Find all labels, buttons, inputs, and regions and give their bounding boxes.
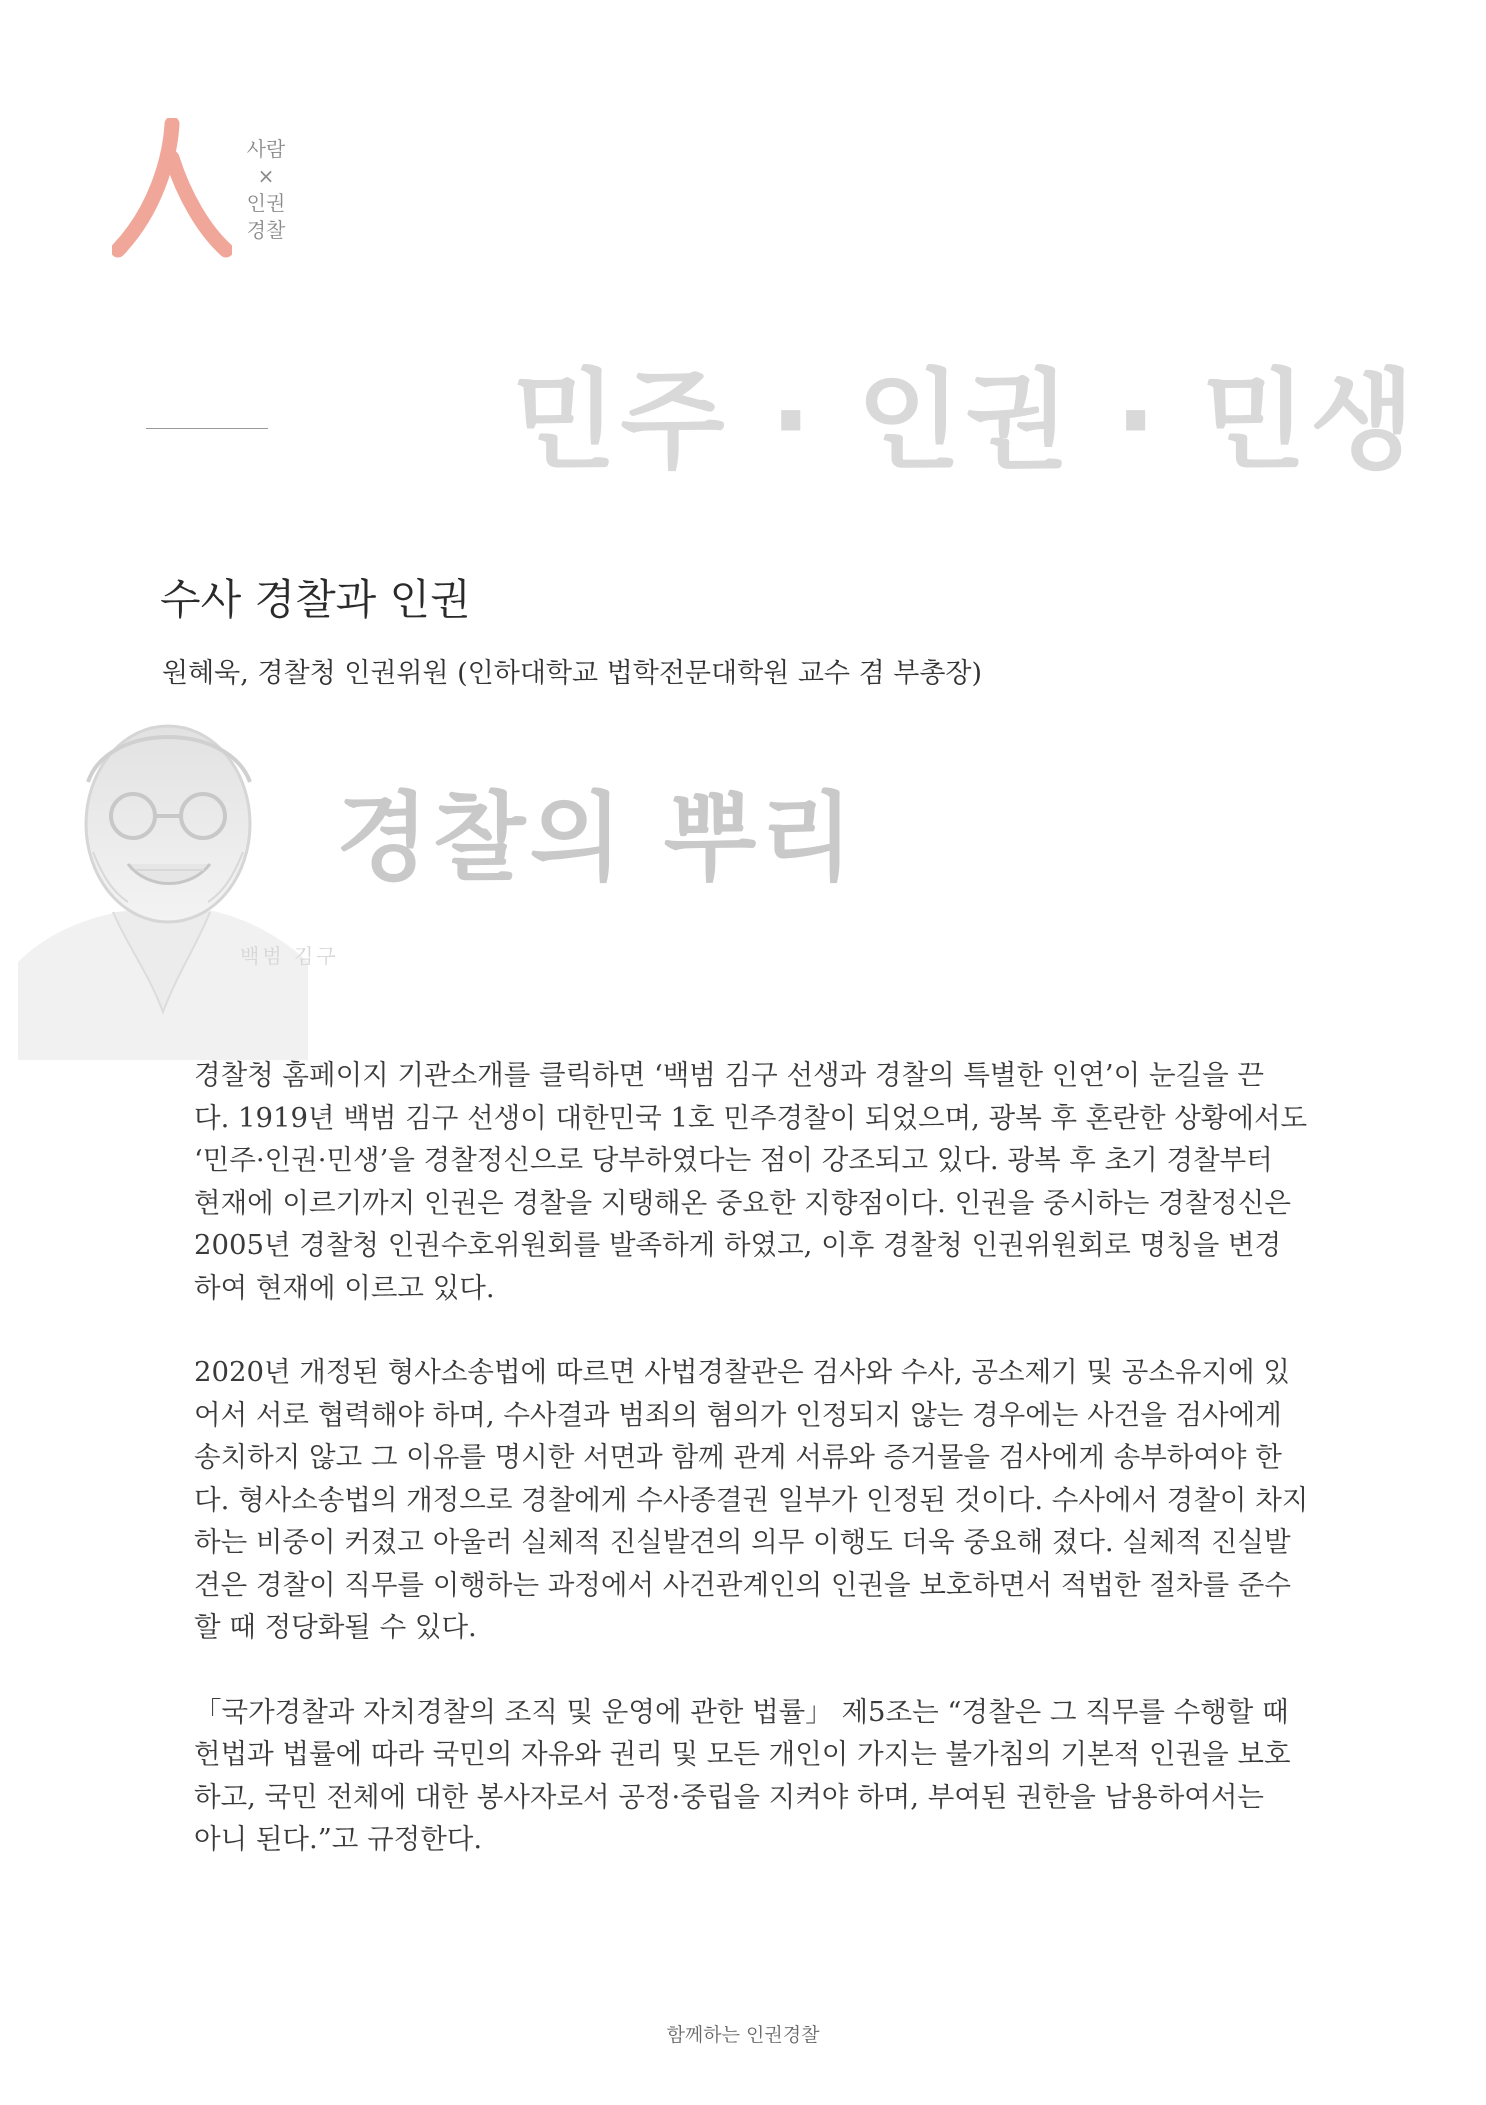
article-byline: 원혜욱, 경찰청 인권위원 (인하대학교 법학전문대학원 교수 겸 부총장) (162, 658, 983, 689)
text-line: 헌법과 법률에 따라 국민의 자유와 권리 및 모든 개인이 가지는 불가침의 기본적 인권을 보호 (194, 1738, 1291, 1770)
logo-line: 경찰 (246, 218, 286, 242)
logo-line: 인권 (246, 191, 286, 215)
paragraph (194, 1351, 1316, 1649)
text-line: 아니 된다.”고 규정한다. (194, 1823, 483, 1855)
text-line: 할 때 정당화될 수 있다. (194, 1611, 477, 1643)
feature-heading: 경찰의 뿌리 (336, 782, 858, 894)
article-body (194, 1054, 1316, 1903)
text-line: 「국가경찰과 자치경찰의 조직 및 운영에 관한 법률」 제5조는 “경찰은 그 직무를 수행할 때 (194, 1695, 1289, 1728)
text-line: 2005년 경찰청 인권수호위원회를 발족하게 하였고, 이후 경찰청 인권위원회로 명칭을 변경 (194, 1229, 1282, 1261)
logo-text (236, 136, 296, 244)
text-line: 경찰청 홈페이지 기관소개를 클릭하면 ‘백범 김구 선생과 경찰의 특별한 인연’이 눈길을 끈 (194, 1059, 1264, 1091)
logo-person-mark (112, 118, 232, 258)
text-line: 2020년 개정된 형사소송법에 따르면 사법경찰관은 검사와 수사, 공소제기 및 공소유지에 있 (194, 1356, 1290, 1388)
portrait-illustration-icon (18, 712, 308, 1060)
text-line: 다. 1919년 백범 김구 선생이 대한민국 1호 민주경찰이 되었으며, 광복 후 혼란한 상황에서도 (194, 1101, 1308, 1134)
logo-line: 사람 (246, 137, 286, 161)
text-line: 하여 현재에 이르고 있다. (194, 1271, 495, 1304)
text-line: 하고, 국민 전체에 대한 봉사자로서 공정·중립을 지켜야 하며, 부여된 권한을 남용하여서는 (194, 1780, 1264, 1813)
text-line: 어서 서로 협력해야 하며, 수사결과 범죄의 혐의가 인정되지 않는 경우에는 사건을 검사에게 (194, 1398, 1282, 1431)
article-title: 수사 경찰과 인권 (160, 575, 471, 624)
divider-rule (146, 428, 268, 429)
slogan-heading: 민주 · 인권 · 민생 (512, 359, 1419, 484)
text-line: 하는 비중이 커졌고 아울러 실체적 진실발견의 의무 이행도 더욱 중요해 졌다. 실체적 진실발 (194, 1526, 1291, 1558)
text-line: ‘민주·인권·민생’을 경찰정신으로 당부하였다는 점이 강조되고 있다. 광복 후 초기 경찰부터 (194, 1144, 1273, 1176)
logo-line: × (257, 164, 275, 188)
page-footer: 함께하는 인권경찰 (666, 2024, 820, 2046)
text-line: 현재에 이르기까지 인권은 경찰을 지탱해온 중요한 지향점이다. 인권을 중시하는 경찰정신은 (194, 1186, 1291, 1219)
text-line: 다. 형사소송법의 개정으로 경찰에게 수사종결권 일부가 인정된 것이다. 수사에서 경찰이 차지 (194, 1483, 1309, 1516)
text-line: 견은 경찰이 직무를 이행하는 과정에서 사건관계인의 인권을 보호하면서 적법한 절차를 준수 (194, 1568, 1291, 1601)
paragraph (194, 1054, 1316, 1309)
text-line: 송치하지 않고 그 이유를 명시한 서면과 함께 관계 서류와 증거물을 검사에게 송부하여야 한 (194, 1441, 1282, 1473)
paragraph (194, 1691, 1316, 1861)
portrait-caption: 백범 김구 (240, 944, 339, 968)
